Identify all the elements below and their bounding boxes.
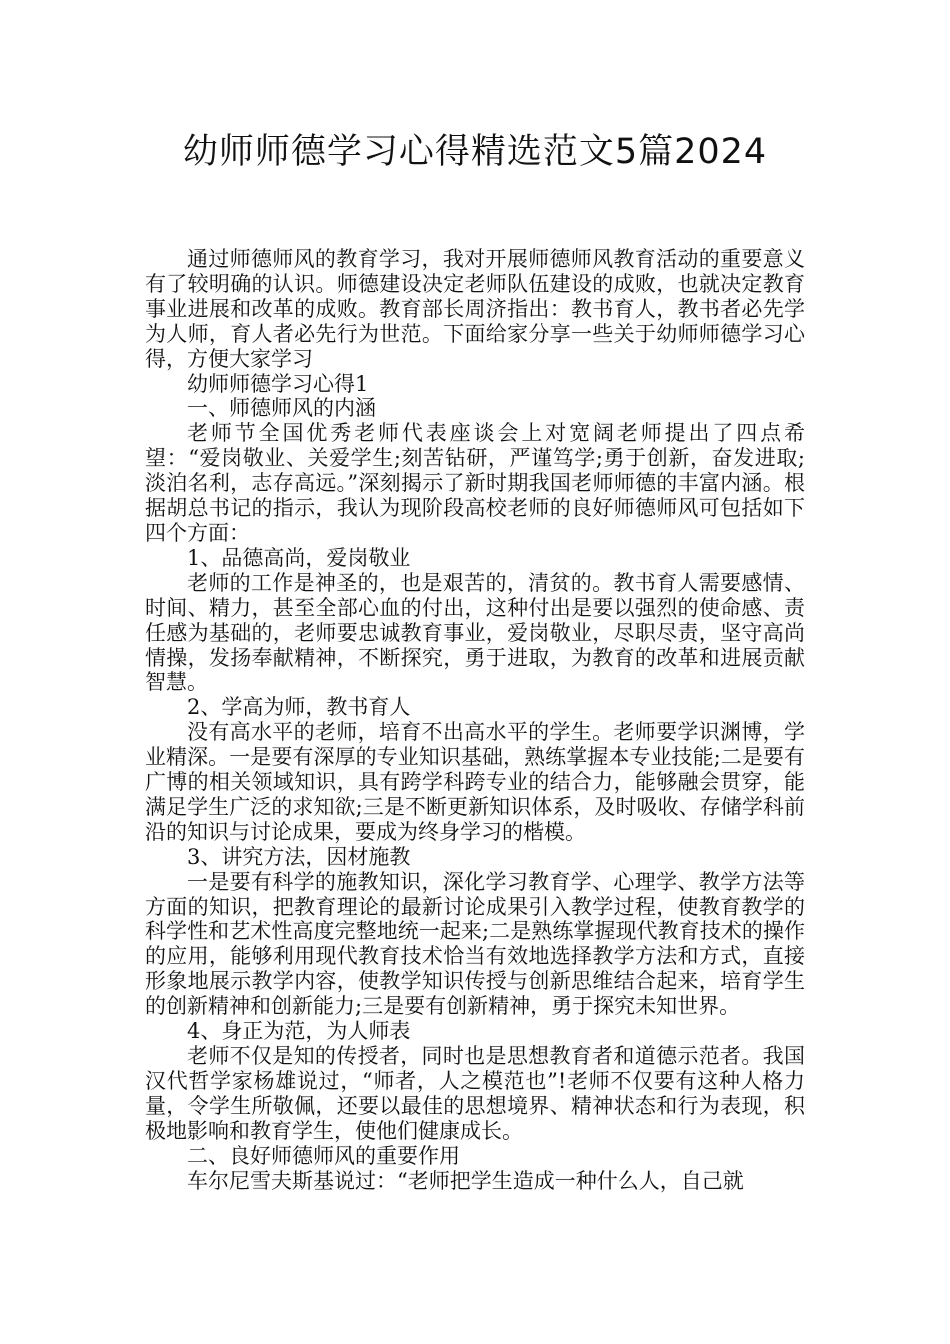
- paragraph-quote: 车尔尼雪夫斯基说过：“老师把学生造成一种什么人，自己就: [187, 1168, 744, 1193]
- subheading-importance: 二、良好师德师风的重要作用: [187, 1143, 460, 1168]
- paragraph-point-1: 老师的工作是神圣的，也是艰苦的，清贫的。教书育人需要感情、时间、精力，甚至全部心血的付出，这种付出是要以强烈的使命感、责任感为基础的，老师要忠诚教育事业，爱岗敬业，尽职尽责，坚守高尚情操，发扬奉献精神，不断探究，勇于进取，为教育的改革和进展贡献智慧。: [145, 570, 805, 695]
- section-heading-1: 幼师师德学习心得1: [187, 371, 369, 396]
- point-heading-2: 2、学高为师，教书育人: [187, 695, 411, 720]
- paragraph-four-hopes: 老师节全国优秀老师代表座谈会上对宽阔老师提出了四点希望：“爱岗敬业、关爱学生;刻苦钻研，严谨笃学;勇于创新，奋发进取;淡泊名利，志存高远。”深刻揭示了新时期我国老师师德的丰富内涵。根据胡总书记的指示，我认为现阶段高校老师的良好师德师风可包括如下四个方面：: [145, 421, 805, 545]
- point-heading-4: 4、身正为范，为人师表: [187, 1019, 411, 1044]
- point-heading-3: 3、讲究方法，因材施教: [187, 844, 411, 869]
- point-heading-1: 1、品德高尚，爱岗敬业: [187, 545, 411, 570]
- subheading-meaning: 一、师德师风的内涵: [187, 396, 376, 421]
- paragraph-intro: 通过师德师风的教育学习，我对开展师德师风教育活动的重要意义有了较明确的认识。师德建设决定老师队伍建设的成败，也就决定教育事业进展和改革的成败。教育部长周济指出：教书育人，教书者必先学为人师，育人者必先行为世范。下面给家分享一些关于幼师师德学习心得，方便大家学习: [145, 247, 805, 371]
- document-title: 幼师师德学习心得精选范文5篇2024: [182, 132, 768, 172]
- paragraph-point-2: 没有高水平的老师，培育不出高水平的学生。老师要学识渊博，学业精深。一是要有深厚的专业知识基础，熟练掌握本专业技能;二是要有广博的相关领域知识，具有跨学科跨专业的结合力，能够融会贯穿，能满足学生广泛的求知欲;三是不断更新知识体系，及时吸收、存储学科前沿的知识与讨论成果，要成为终身学习的楷模。: [145, 720, 805, 844]
- document-body: [145, 247, 805, 1193]
- paragraph-point-3: 一是要有科学的施教知识，深化学习教育学、心理学、教学方法等方面的知识，把教育理论的最新讨论成果引入教学过程，使教育教学的科学性和艺术性高度完整地统一起来;二是熟练掌握现代教育技术的操作的应用，能够利用现代教育技术恰当有效地选择教学方法和方式，直接形象地展示教学内容，使教学知识传授与创新思维结合起来，培育学生的创新精神和创新能力;三是要有创新精神，勇于探究未知世界。: [145, 869, 805, 1019]
- paragraph-point-4: 老师不仅是知的传授者，同时也是思想教育者和道德示范者。我国汉代哲学家杨雄说过，“师者，人之模范也”!老师不仅要有这种人格力量，令学生所敬佩，还要以最佳的思想境界、精神状态和行为表现，积极地影响和教育学生，使他们健康成长。: [145, 1044, 805, 1143]
